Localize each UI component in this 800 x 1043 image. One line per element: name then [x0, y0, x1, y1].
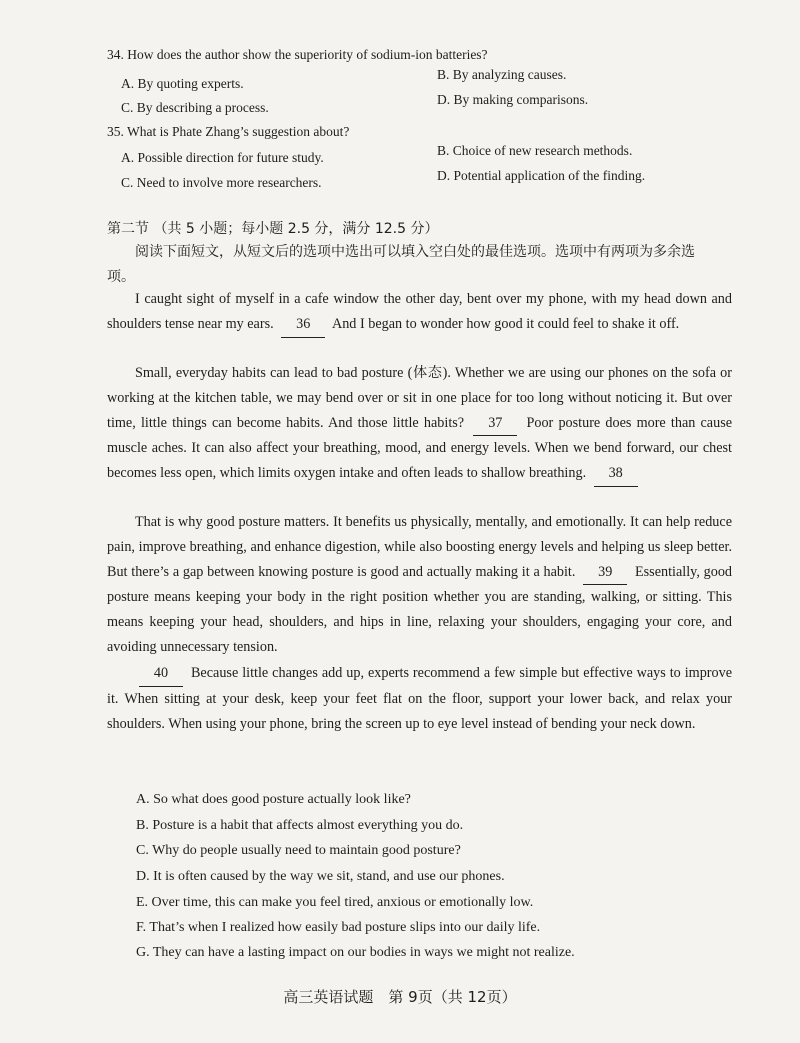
q34-option-c: C. By describing a process.: [121, 100, 269, 115]
q35-option-c: C. Need to involve more researchers.: [121, 175, 322, 190]
passage-paragraph-4: [107, 661, 732, 736]
blank-40: 40: [139, 661, 183, 687]
page-footer: 高三英语试题 第 9页（共 12页）: [283, 988, 517, 1006]
q34-option-a: A. By quoting experts.: [121, 76, 244, 91]
choice-e: E. Over time, this can make you feel tired, anxious or emotionally low.: [136, 895, 534, 910]
passage-paragraph-1: [107, 287, 732, 338]
q35-option-d: D. Potential application of the finding.: [437, 168, 646, 183]
q35-option-a: A. Possible direction for future study.: [121, 150, 324, 165]
choice-d: D. It is often caused by the way we sit, stand, and use our phones.: [136, 869, 505, 884]
q34-option-d: D. By making comparisons.: [437, 92, 589, 107]
blank-39: 39: [583, 560, 627, 586]
q35-option-b: B. Choice of new research methods.: [437, 143, 633, 158]
p2-text-a: Small, everyday habits can lead to bad posture (体态). Whether we are using our phones on the sofa or working at the kitchen table, we may bend over or sit in one place for too long without noticing it. But over time, little things can become habits. And those little habits?: [107, 365, 732, 431]
choice-b: B. Posture is a habit that affects almost everything you do.: [136, 818, 464, 833]
p3-text-a: That is why good posture matters. It benefits us physically, mentally, and emotionally. It can help reduce pain, improve breathing, and enhance digestion, while also boosting energy levels and helping us sleep better. But there’s a gap between knowing posture is good and actually making it a habit.: [107, 514, 732, 580]
q34-option-b: B. By analyzing causes.: [437, 67, 567, 82]
section-instruction: 阅读下面短文，从短文后的选项中选出可以填入空白处的最佳选项。选项中有两项为多余选项。: [107, 244, 695, 285]
blank-36: 36: [281, 312, 325, 338]
blank-38: 38: [594, 461, 638, 487]
passage-paragraph-2: [107, 361, 732, 487]
choice-g: G. They can have a lasting impact on our bodies in ways we might not realize.: [136, 945, 575, 960]
choice-c: C. Why do people usually need to maintain good posture?: [136, 843, 461, 858]
p4-text: Because little changes add up, experts recommend a few simple but effective ways to improve it. When sitting at your desk, keep your feet flat on the floor, support your lower back, and relax your shoulders. When using your phone, bring the screen up to eye level instead of bending your neck down.: [107, 665, 732, 732]
p3-text-b: Essentially, good posture means keeping your body in the right position whether you are standing, walking, or sitting. This means keeping your head, shoulders, and hips in line, relaxing your shoulders, engaging your core, and avoiding unnecessary tension.: [107, 563, 733, 655]
blank-37: 37: [473, 411, 517, 437]
passage-paragraph-3: [107, 510, 732, 660]
question-34-stem: 34. How does the author show the superiority of sodium-ion batteries?: [107, 47, 488, 62]
question-35-stem: 35. What is Phate Zhang’s suggestion about?: [107, 124, 350, 139]
p2-text-b: Poor posture does more than cause muscle aches. It can also affect your breathing, mood, and energy levels. When we bend forward, our chest becomes less open, which limits oxygen intake and often leads to shallow breathing.: [107, 414, 733, 482]
p1-text-b: And I began to wonder how good it could feel to shake it off.: [331, 315, 680, 332]
section-heading: 第二节 （共 5 小题；每小题 2.5 分，满分 12.5 分）: [107, 221, 439, 237]
p1-text-a: I caught sight of myself in a cafe window the other day, bent over my phone, with my head down and shoulders tense near my ears.: [107, 291, 732, 332]
choice-a: A. So what does good posture actually look like?: [136, 792, 411, 807]
choice-f: F. That’s when I realized how easily bad posture slips into our daily life.: [136, 920, 541, 935]
